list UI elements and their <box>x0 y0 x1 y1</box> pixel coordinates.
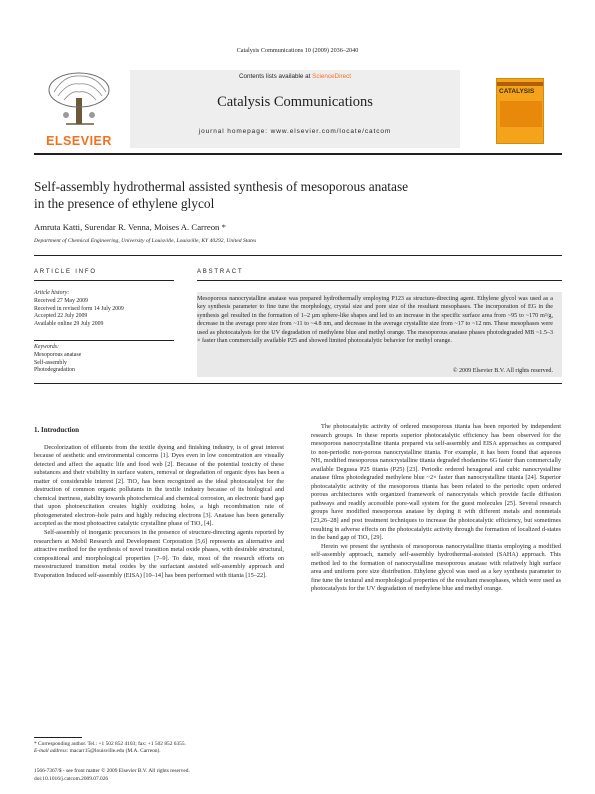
keyword-item: Mesoporous anatase <box>34 351 82 358</box>
keyword-item: Photodegradation <box>34 367 75 374</box>
footnote-rule <box>34 737 82 738</box>
affiliation: Department of Chemical Engineering, University of Louisville, Louisville, KY 40292, United States <box>34 238 257 244</box>
journal-name: Catalysis Communications <box>217 94 373 110</box>
accepted-date: Accepted 22 July 2009 <box>34 313 88 320</box>
online-date: Available online 29 July 2009 <box>34 321 104 328</box>
journal-banner <box>34 70 562 148</box>
keyword-item: Self-assembly <box>34 359 67 366</box>
divider-rule <box>34 255 562 256</box>
journal-header-panel <box>130 70 460 148</box>
article-info-rule <box>34 280 174 281</box>
email-label: E-mail address: <box>34 748 69 754</box>
article-history <box>34 290 174 329</box>
authors-text: Amruta Katti, Surendar R. Venna, Moises A. Carreon <box>34 222 220 232</box>
keywords-label: Keywords: <box>34 344 59 350</box>
issn-line: 1566-7367/$ - see front matter © 2009 Elsevier B.V. All rights reserved. <box>34 768 190 774</box>
abstract-end-rule <box>34 383 562 384</box>
article-info-caption: ARTICLE INFO <box>34 269 97 275</box>
abstract-caption: ABSTRACT <box>197 269 244 275</box>
section-heading: 1. Introduction <box>34 426 79 434</box>
header-rule <box>34 153 562 155</box>
keywords-rule <box>34 340 174 341</box>
author-list <box>34 222 226 232</box>
corresponding-author-note: * Corresponding author. Tel.: +1 502 852 4103; fax: +1 502 852 6355. <box>34 741 186 747</box>
elsevier-logo <box>34 70 124 148</box>
paragraph: Self-assembly of inorganic precursors in the presence of structure-directing agents reported by researchers at Mobil Research and Development Corporation [5,6] represents an alternative and attractive method for the synthesis of novel transition metal oxide phases, with desirable structural, compositional and morphological properties [7–9]. To date, most of the research efforts on mesostructured transition metal oxides by the surfactant assisted self-assembly approach and Evaporation Induced self-assembly (EISA) [10–14] has been performed with titania [15–22]. <box>34 529 284 579</box>
sciencedirect-link[interactable]: ScienceDirect <box>312 73 351 80</box>
contents-prefix: Contents lists available at <box>238 73 313 80</box>
cover-band <box>500 101 542 127</box>
tree-icon <box>44 70 114 128</box>
abstract-rule <box>197 280 562 281</box>
body-column-right <box>311 423 561 594</box>
corresponding-mark[interactable]: * <box>219 222 226 232</box>
article-title <box>34 178 454 212</box>
received-date: Received 27 May 2009 <box>34 297 88 304</box>
running-head: Catalysis Communications 10 (2009) 2036–2040 <box>236 47 359 54</box>
publisher-wordmark: ELSEVIER <box>46 134 112 148</box>
revised-date: Received in revised form 14 July 2009 <box>34 305 124 312</box>
cover-title: CATALYSIS <box>499 88 535 95</box>
email-address[interactable]: macarr15@louisville.edu (M.A. Carreon). <box>68 748 161 754</box>
history-label: Article history: <box>34 290 70 296</box>
footnote <box>34 741 284 755</box>
contents-line <box>130 73 460 80</box>
abstract-text: Mesoporous nanocrystalline anatase was prepared hydrothermally employing P123 as structure-directing agent. Ethylene glycol was used as a key synthesis parameter to fine tune the morphology, crystal size and pore size of the resultant mesophases. The incorporation of EG in the synthesis gel resulted in the formation of 1–2 μm sphere-like shapes and led to an increase in the specific surface area from ~95 to ~170 m²/g, decrease in the average pore size from ~11 to ~4.8 nm, and decrease in the average crystallite size from ~17 to ~12 nm. These mesophases were used as photocatalysts for the UV degradation of methylene blue and methyl orange. The mesoporous anatase phases photodegraded MB ~1.5–3 × faster than commercially available P25 and showed limited photocatalytic behavior for methyl orange. <box>197 296 553 345</box>
paragraph: The photocatalytic activity of ordered mesoporous titania has been reported by independent research groups. In these reports superior photocatalytic efficiency has been observed for the mesoporous nanocrystalline titania prepared via self-assembly and EISA approaches as compared to non-periodic non-porous nanocrystalline titania. For example, it has been found that aqueous NH₃ modified mesoporous nanocrystalline titania degraded rhodamine 6G faster than commercially available Degussa P25 titania (P25) [23]. Periodic ordered hexagonal and cubic nanocrystalline anatase films photodegraded methylene blue ~2× faster than nanocrystalline titania [24]. Superior photocatalytic activity of the mesoporous titania has been related to the periodic open ordered porous architectures with organized framework of nanocrystals which provide facile diffusion pathways and readily accessible pore-wall system for the guest molecules [25]. Several research groups have modified mesoporous anatase by doping it with different metals and nonmetals [23,26–28] and post treatment techniques to increase the photocatalytic efficiency, but sometimes resulting in adverse effects on the photocatalytic activity through the formation of localized d-states in the band gap of TiO₂ [29]. <box>311 423 561 542</box>
article-title-line-2: in the presence of ethylene glycol <box>34 196 215 211</box>
cover-stripe <box>497 82 543 86</box>
article-title-line-1: Self-assembly hydrothermal assisted synthesis of mesoporous anatase <box>34 179 409 194</box>
email-note <box>34 748 284 755</box>
journal-homepage-link[interactable]: journal homepage: www.elsevier.com/locate/catcom <box>198 128 392 135</box>
body-column-left <box>34 426 284 580</box>
doi-link[interactable]: doi:10.1016/j.catcom.2009.07.026 <box>34 776 109 782</box>
keywords-block <box>34 344 174 375</box>
paragraph: Herein we present the synthesis of mesoporous nanocrystalline titania employing a modified self-assembly approach, namely self-assembly hydrothermal-assisted (SAHA) approach. This method led to the formation of nanocrystalline mesoporous anatase with relatively high surface area and uniform pore size distribution. Ethylene glycol was used as a key synthesis parameter to fine tune the textural and morphological properties of the resultant mesophases, which were used as photocatalysts for the UV degradation of methylene blue and methyl orange. <box>311 542 561 593</box>
paragraph: Decolorization of effluents from the textile dyeing and finishing industry, is of great interest because of aesthetic and environmental concerns [1]. Dyes even in low concentration are visually detected and affect the aquatic life and food web [2]. Because of the potential toxicity of these substances and their visibility in surface waters, removal or degradation of organic dyes has been a matter of considerable interest [2]. TiO₂ has been recognized as the ideal photocatalyst for the destruction of common organic pollutants in the textile industry because of its biological and chemical inertness, stability towards photochemical and chemical corrosion, an electronic band gap that upon photoexcitation creates highly oxidizing holes, a high recombination rate of photogenerated electron–hole pairs and highly reducing electrons [3]. Anatase has been generally accepted as the most photoactive catalytic crystalline phase of TiO₂ [4]. <box>34 443 284 528</box>
journal-cover-image <box>496 78 544 144</box>
abstract-copyright: © 2009 Elsevier B.V. All rights reserved. <box>452 368 553 374</box>
